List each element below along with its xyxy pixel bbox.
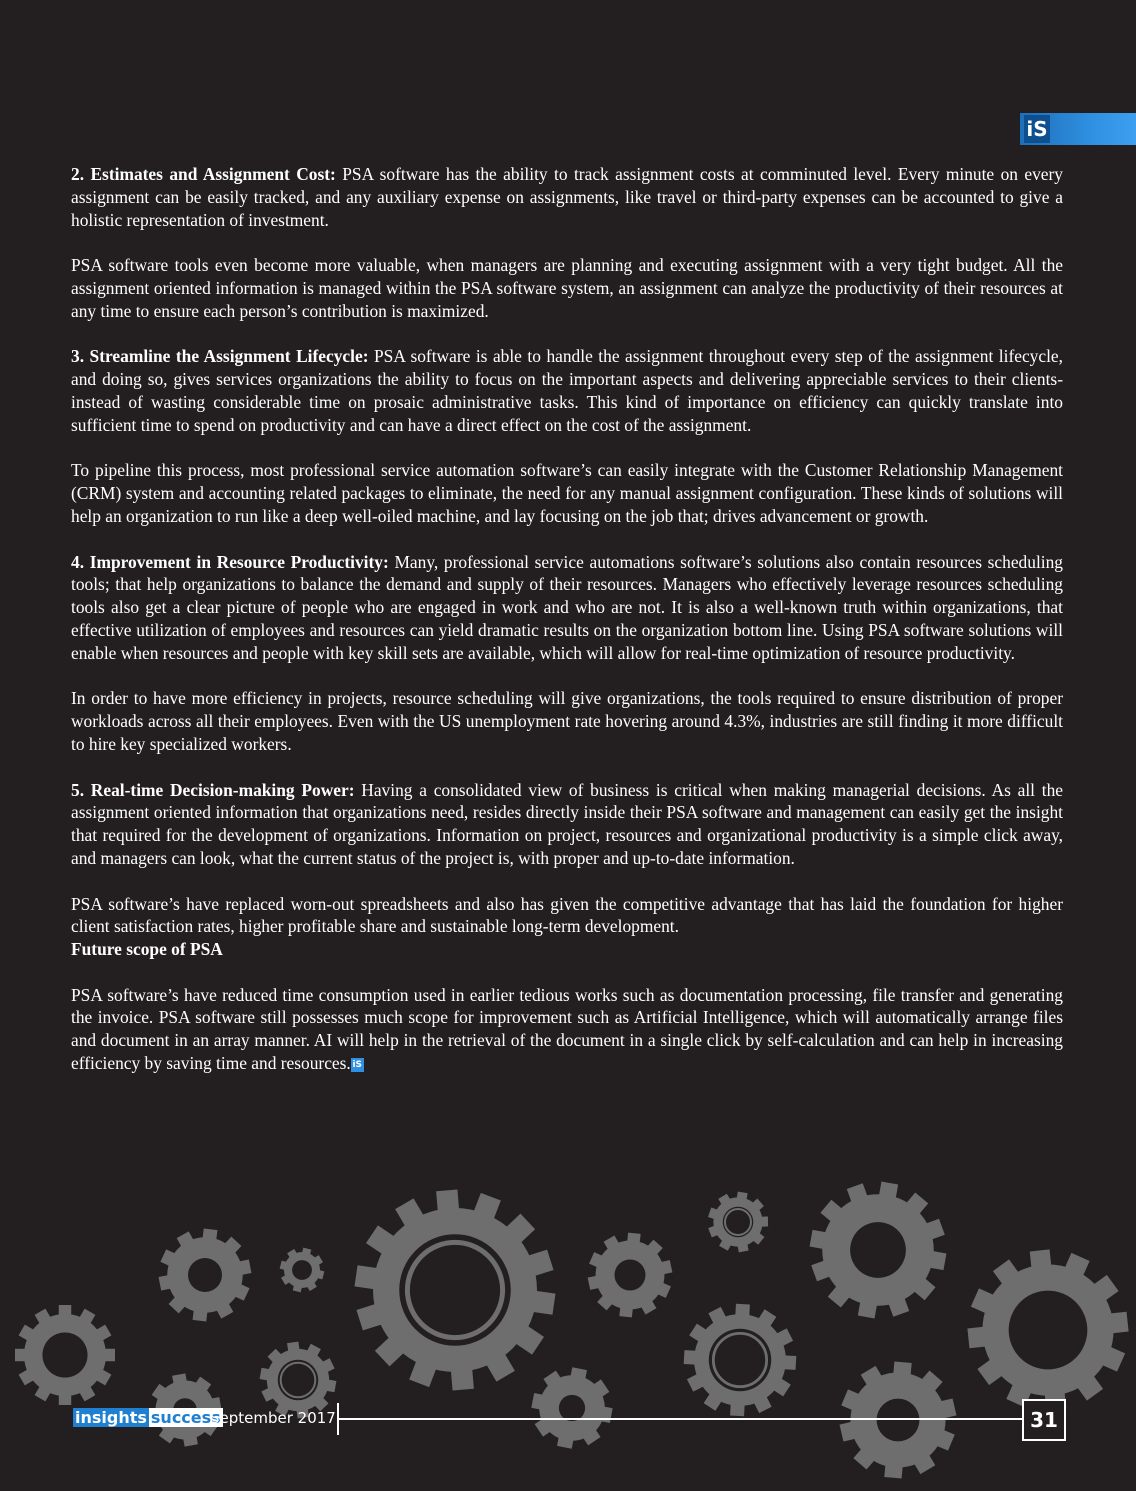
section-heading-decision: 5. Real-time Decision-making Power: — [71, 779, 355, 800]
gear-icon — [159, 1229, 252, 1322]
issue-date: September 2017 — [210, 1409, 336, 1427]
subheading-future-scope: Future scope of PSA — [71, 939, 223, 960]
gear-icon — [967, 1249, 1128, 1410]
header-brand-badge — [1020, 113, 1136, 145]
gear-icon — [708, 1192, 768, 1253]
gear-icon — [840, 1361, 957, 1478]
section-heading-lifecycle: 3. Streamline the Assignment Lifecycle: — [71, 346, 369, 367]
gear-icon — [684, 1304, 797, 1417]
footer-divider-tick — [337, 1403, 339, 1435]
footer-brand-logo: insights success — [75, 1408, 221, 1427]
gear-icon — [588, 1233, 673, 1318]
paragraph-productivity: 4. Improvement in Resource Productivity: Many, professional service automations software’s solutions also contain resources scheduling tools; that help organizations to balance the demand and supply of their resources. Managers who effectively leverage resources scheduling tools also get a clear picture of people who are engaged in work and who are not. It is also a well-known truth within organizations, that effective utilization of employees and resources can yield dramatic results on the organization bottom line. Using PSA software solutions will enable when resources and people with key skill sets are available, which will allow for real-time optimization of resource productivity. — [71, 551, 1064, 663]
gears-illustration — [0, 1160, 1136, 1491]
gear-icon — [531, 1367, 612, 1448]
paragraph-efficiency: In order to have more efficiency in projects, resource scheduling will give organizations, the tools required to ensure distribution of proper workloads across all their employees. Even with the US unemployment rate hovering around 4.3%, industries are still finding it more difficult to hire key specialized workers. — [71, 688, 1063, 754]
section-heading-productivity: 4. Improvement in Resource Productivity: — [71, 551, 389, 572]
section-heading-estimates: 2. Estimates and Assignment Cost: — [71, 164, 336, 184]
paragraph-pipeline: To pipeline this process, most professional service automation software’s can easily integrate with the Customer Relationship Management (CRM) system and accounting related packages to eliminate, the need for any manual assignment configuration. These kinds of solutions will help an organization to run like a deep well-oiled machine, and lay focusing on the job that; drives advancement or growth. — [71, 460, 1063, 526]
gear-icon — [280, 1248, 325, 1293]
brand-logo-icon: iS — [1024, 115, 1050, 143]
paragraph-lifecycle: 3. Streamline the Assignment Lifecycle: PSA software is able to handle the assignment throughout every step of the assignment lifecycle, and doing so, gives services organizations the ability to focus on the important aspects and delivering appreciable services to their clients-instead of wasting considerable time on prosaic administrative tasks. This kind of importance on efficiency can quickly translate into sufficient time to spend on productivity and can have a direct effect on the cost of the assignment. — [71, 346, 1063, 435]
article-body — [71, 163, 1063, 1075]
gear-icon — [810, 1182, 947, 1319]
paragraph-future: PSA software’s have reduced time consumption used in earlier tedious works such as documentation processing, file transfer and generating the invoice. PSA software still possesses much scope for improvement such as Artificial Intelligence, which will automatically arrange files and document in an array manner. AI will help in the retrieval of the document in a single click by self-calculation and can help in increasing efficiency by saving time and resources. iS — [71, 984, 1063, 1074]
paragraph-decision: 5. Real-time Decision-making Power: Having a consolidated view of business is critical when making managerial decisions. As all the assignment oriented information that organizations need, resides directly inside their PSA software and management can easily get the insight that required for the development of organizations. Information on project, resources and organizational productivity is a simple click away, and managers can look, what the current status of the project is, with proper and up-to-date information. — [71, 779, 1063, 868]
gear-icon — [15, 1305, 115, 1405]
gear-icon — [354, 1189, 555, 1390]
footer-divider — [338, 1418, 1024, 1420]
page-number: 31 — [1022, 1399, 1066, 1441]
paragraph-psa-tools: PSA software tools even become more valuable, when managers are planning and executing assignment with a very tight budget. All the assignment oriented information is managed within the PSA software system, an assignment can analyze the productivity of their resources at any time to ensure each person’s contribution is maximized. — [71, 255, 1063, 321]
end-mark-icon: iS — [352, 1060, 363, 1071]
paragraph-estimates: 2. Estimates and Assignment Cost: PSA software has the ability to track assignment costs at comminuted level. Every minute on every assignment can be easily tracked, and any auxiliary expense on assignments, like travel or third-party expenses can be accounted to give a holistic representation of investment. — [71, 164, 1063, 230]
paragraph-spreadsheets: PSA software’s have replaced worn-out spreadsheets and also has given the competitive advantage that has laid the foundation for higher client satisfaction rates, higher profitable share and sustainable long-term development. — [71, 893, 1063, 937]
